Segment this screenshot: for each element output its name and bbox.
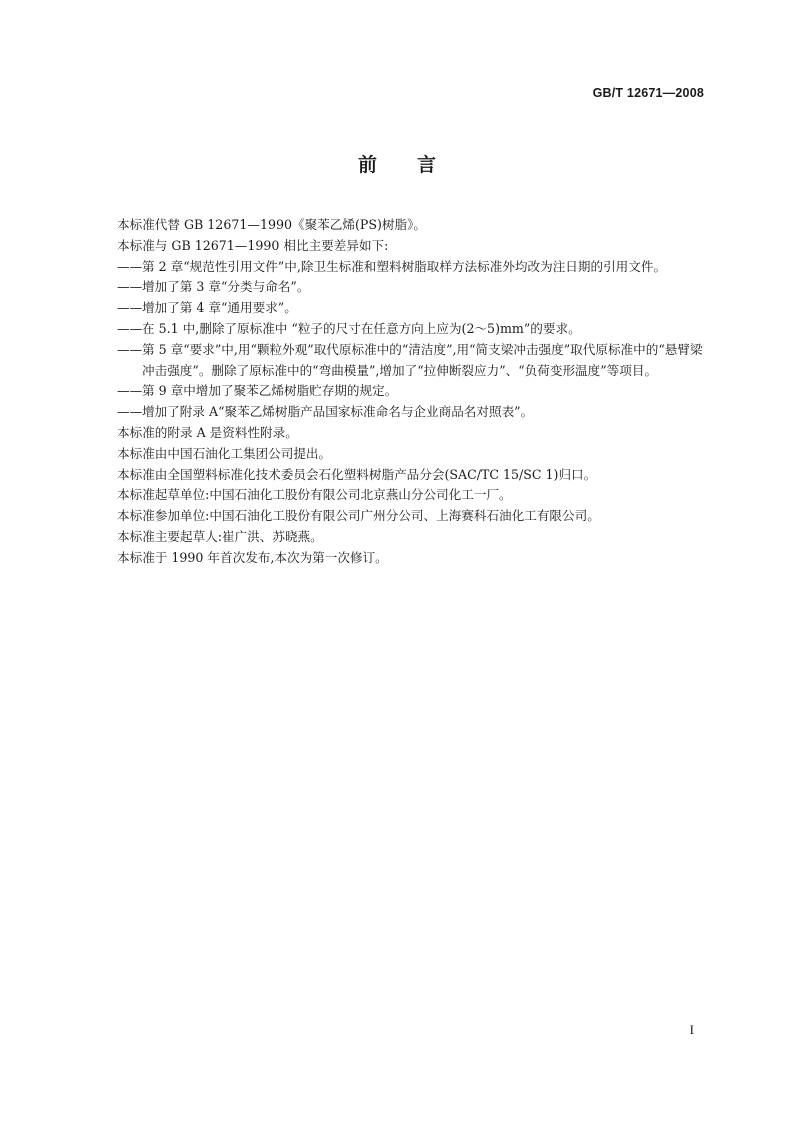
list-item-text: 第 9 章中增加了聚苯乙烯树脂贮存期的规定。 bbox=[142, 383, 398, 399]
paragraph: 本标准参加单位:中国石油化工股份有限公司广州分公司、上海赛科石油化工有限公司。 bbox=[117, 508, 600, 524]
list-item-text: 在 5.1 中,删除了原标准中 “粒子的尺寸在任意方向上应为(2～5)mm”的要求。 bbox=[142, 320, 581, 336]
paragraph: 本标准的附录 A 是资料性附录。 bbox=[117, 424, 298, 440]
list-item-text: 第 5 章“要求”中,用“颗粒外观”取代原标准中的“清洁度”,用“简支梁冲击强度”取代原标准中的“悬臂梁冲击强度”。删除了原标准中的“弯曲模量”,增加了“拉伸断裂应力”、“负荷变形温度”等项目。 bbox=[142, 341, 703, 378]
list-item bbox=[117, 319, 709, 340]
dash-bullet: —— bbox=[117, 341, 143, 357]
dash-bullet: —— bbox=[117, 300, 143, 316]
list-item bbox=[117, 257, 709, 278]
standard-code: GB/T 12671—2008 bbox=[592, 86, 704, 100]
list-item bbox=[117, 298, 709, 319]
page-title: 前言 bbox=[357, 154, 476, 176]
list-item bbox=[117, 402, 709, 423]
paragraph: 本标准由全国塑料标准化技术委员会石化塑料树脂产品分会(SAC/TC 15/SC 1)归口。 bbox=[117, 466, 597, 482]
dash-bullet: —— bbox=[117, 279, 143, 295]
dash-bullet: —— bbox=[117, 258, 143, 274]
paragraph: 本标准起草单位:中国石油化工股份有限公司北京燕山分公司化工一厂。 bbox=[117, 487, 512, 503]
paragraph: 本标准由中国石油化工集团公司提出。 bbox=[117, 445, 332, 461]
dash-bullet: —— bbox=[117, 404, 143, 420]
list-item bbox=[117, 340, 709, 382]
list-item bbox=[117, 381, 709, 402]
list-item-text: 增加了第 4 章“通用要求”。 bbox=[142, 300, 297, 316]
dash-bullet: —— bbox=[117, 383, 143, 399]
paragraph: 本标准于 1990 年首次发布,本次为第一次修订。 bbox=[117, 549, 388, 565]
paragraph: 本标准主要起草人:崔广洪、苏晓燕。 bbox=[117, 528, 323, 544]
page-number: I bbox=[689, 1022, 694, 1037]
paragraph: 本标准代替 GB 12671—1990《聚苯乙烯(PS)树脂》。 bbox=[117, 217, 426, 232]
dash-bullet: —— bbox=[117, 320, 143, 336]
list-item-text: 增加了附录 A“聚苯乙烯树脂产品国家标准命名与企业商品名对照表”。 bbox=[142, 404, 534, 420]
list-item-text: 第 2 章“规范性引用文件”中,除卫生标准和塑料树脂取样方法标准外均改为注日期的引用文件。 bbox=[142, 258, 667, 274]
list-item bbox=[117, 277, 709, 298]
list-item-text: 增加了第 3 章“分类与命名”。 bbox=[142, 279, 310, 295]
preface-body bbox=[117, 215, 709, 569]
paragraph: 本标准与 GB 12671—1990 相比主要差异如下: bbox=[117, 237, 389, 253]
